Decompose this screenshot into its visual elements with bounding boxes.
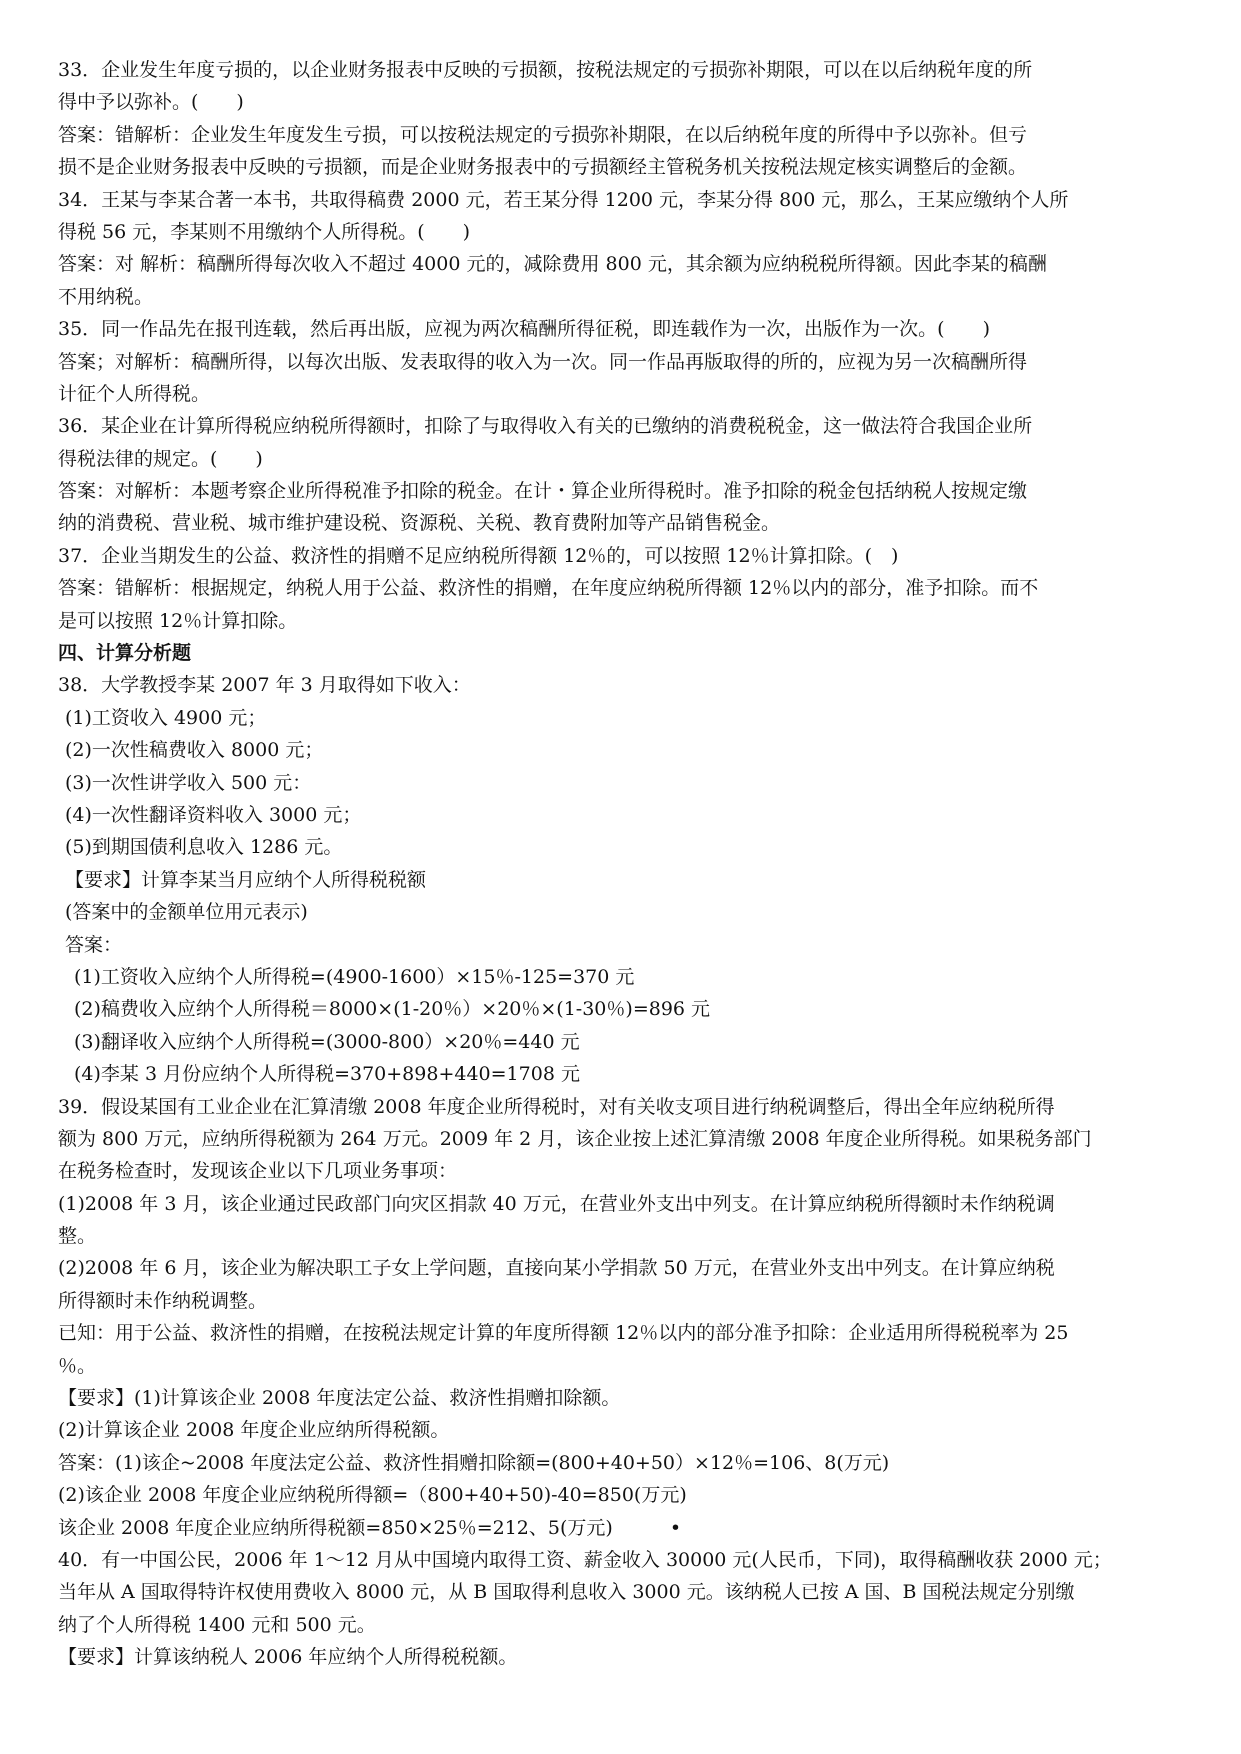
- text-line: 37．企业当期发生的公益、救济性的捐赠不足应纳税所得额 12％的，可以按照 12％计算扣除。( ): [58, 544, 899, 567]
- text-line: 答案：对 解析：稿酬所得每次收入不超过 4000 元的，减除费用 800 元，其余额为应纳税税所得额。因此李某的稿酬: [58, 253, 1047, 276]
- text-line: 36．某企业在计算所得税应纳税所得额时，扣除了与取得收入有关的已缴纳的消费税税金，这一做法符合我国企业所: [58, 415, 1033, 438]
- text-line: 当年从 A 国取得特许权使用费收入 8000 元，从 B 国取得利息收入 3000 元。该纳税人已按 A 国、B 国税法规定分别缴: [58, 1581, 1075, 1604]
- text-line: 得税法律的规定。( ): [58, 447, 263, 470]
- text-line: 得税 56 元，李某则不用缴纳个人所得税。( ): [58, 220, 471, 243]
- text-line: (3)一次性讲学收入 500 元：: [65, 771, 312, 794]
- text-line: 38．大学教授李某 2007 年 3 月取得如下收入：: [58, 674, 471, 697]
- text-line: (1)2008 年 3 月，该企业通过民政部门向灾区捐款 40 万元，在营业外支出中列支。在计算应纳税所得额时未作纳税调: [58, 1192, 1055, 1215]
- text-line: (答案中的金额单位用元表示): [65, 901, 308, 924]
- text-line: 整。: [58, 1225, 97, 1248]
- text-line: 答案：(1)该企~2008 年度法定公益、救济性捐赠扣除额=(800+40+50）×12％=106、8(万元): [58, 1451, 890, 1474]
- text-line: (1)工资收入 4900 元；: [65, 706, 267, 729]
- text-line: 不用纳税。: [58, 285, 154, 308]
- text-line: 35．同一作品先在报刊连载，然后再出版，应视为两次稿酬所得征税，即连载作为一次，出版作为一次。( ): [58, 318, 991, 341]
- text-line: (4)一次性翻译资料收入 3000 元；: [65, 803, 362, 826]
- text-line: (5)到期国债利息收入 1286 元。: [65, 836, 343, 859]
- text-line: 39．假设某国有工业企业在汇算清缴 2008 年度企业所得税时，对有关收支项目进行纳税调整后，得出全年应纳税所得: [58, 1095, 1055, 1118]
- text-line: 纳了个人所得税 1400 元和 500 元。: [58, 1613, 376, 1636]
- text-line: 答案：错解析：根据规定，纳税人用于公益、救济性的捐赠，在年度应纳税所得额 12％以内的部分，准予扣除。而不: [58, 577, 1039, 600]
- text-line: (2)该企业 2008 年度企业应纳税所得额=（800+40+50)-40=850(万元): [58, 1484, 687, 1507]
- text-line: (2)计算该企业 2008 年度企业应纳所得税额。: [58, 1419, 450, 1442]
- text-line: 得中予以弥补。( ): [58, 91, 244, 114]
- text-line: 40．有一中国公民，2006 年 1～12 月从中国境内取得工资、薪金收入 30000 元(人民币，下同)，取得稿酬收获 2000 元；: [58, 1548, 1112, 1571]
- text-line: 33．企业发生年度亏损的，以企业财务报表中反映的亏损额，按税法规定的亏损弥补期限，可以在以后纳税年度的所: [58, 59, 1033, 81]
- text-line: 纳的消费税、营业税、城市维护建设税、资源税、关税、教育费附加等产品销售税金。: [58, 512, 781, 535]
- text-line: 所得额时未作纳税调整。: [58, 1289, 268, 1312]
- text-line: (4)李某 3 月份应纳个人所得税=370+898+440=1708 元: [74, 1063, 580, 1086]
- text-line: 损不是企业财务报表中反映的亏损额，而是企业财务报表中的亏损额经主管税务机关按税法规定核实调整后的金额。: [58, 156, 1028, 179]
- text-line: ％。: [58, 1354, 97, 1377]
- text-line: 【要求】(1)计算该企业 2008 年度法定公益、救济性捐赠扣除额。: [58, 1387, 621, 1410]
- text-line: (2)一次性稿费收入 8000 元；: [65, 739, 324, 762]
- text-line: 答案：: [65, 933, 123, 956]
- text-line: 【要求】计算该纳税人 2006 年应纳个人所得税税额。: [58, 1646, 518, 1669]
- section-heading: 四、计算分析题: [58, 642, 192, 665]
- text-line: 在税务检查时，发现该企业以下几项业务事项：: [58, 1160, 458, 1183]
- text-line: 该企业 2008 年度企业应纳所得税额=850×25％=212、5(万元) •: [58, 1516, 682, 1539]
- text-line: (2)稿费收入应纳个人所得税＝8000×(1-20％）×20％×(1-30％)=896 元: [74, 998, 711, 1021]
- text-line: 答案；对解析：稿酬所得，以每次出版、发表取得的收入为一次。同一作品再版取得的所的，应视为另一次稿酬所得: [58, 350, 1028, 373]
- text-line: 答案：错解析：企业发生年度发生亏损，可以按税法规定的亏损弥补期限，在以后纳税年度的所得中予以弥补。但亏: [58, 123, 1028, 146]
- text-line: 【要求】计算李某当月应纳个人所得税税额: [65, 868, 427, 891]
- text-line: (1)工资收入应纳个人所得税=(4900-1600）×15％-125=370 元: [74, 965, 635, 988]
- text-line: (2)2008 年 6 月，该企业为解决职工子女上学问题，直接向某小学捐款 50 万元，在营业外支出中列支。在计算应纳税: [58, 1257, 1055, 1280]
- text-line: 34．王某与李某合著一本书，共取得稿费 2000 元，若王某分得 1200 元，李某分得 800 元，那么，王某应缴纳个人所: [58, 188, 1069, 211]
- text-line: 已知：用于公益、救济性的捐赠，在按税法规定计算的年度所得额 12％以内的部分准予扣除：企业适用所得税税率为 25: [58, 1322, 1069, 1345]
- text-line: 额为 800 万元，应纳所得税额为 264 万元。2009 年 2 月，该企业按上述汇算清缴 2008 年度企业所得税。如果税务部门: [58, 1127, 1092, 1150]
- text-line: (3)翻译收入应纳个人所得税=(3000-800）×20％=440 元: [74, 1030, 580, 1053]
- text-line: 计征个人所得税。: [58, 382, 211, 405]
- text-line: 是可以按照 12％计算扣除。: [58, 609, 298, 632]
- text-line: 答案：对解析：本题考察企业所得税准予扣除的税金。在计・算企业所得税时。准予扣除的税金包括纳税人按规定缴: [58, 480, 1028, 503]
